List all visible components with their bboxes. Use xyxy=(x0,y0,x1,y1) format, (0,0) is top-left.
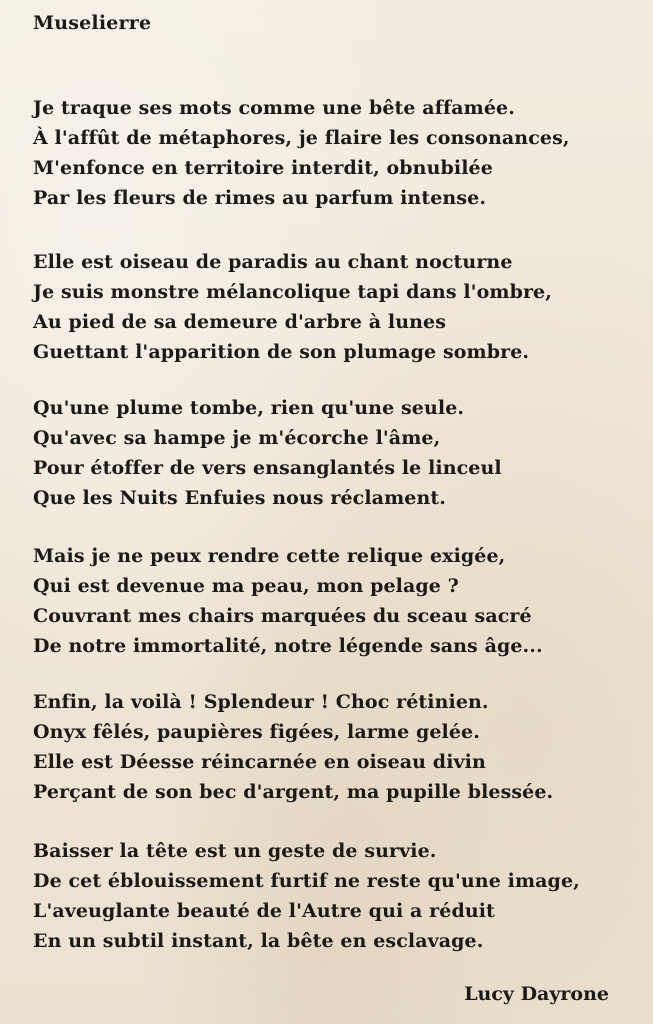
verse-line: Par les fleurs de rimes au parfum intense. xyxy=(33,187,487,209)
verse-line: De cet éblouissement furtif ne reste qu'une image, xyxy=(33,870,580,892)
verse-line: Elle est oiseau de paradis au chant nocturne xyxy=(33,251,513,273)
verse-line: Mais je ne peux rendre cette relique exigée, xyxy=(33,545,506,567)
verse-line: À l'affût de métaphores, je flaire les consonances, xyxy=(33,127,570,149)
verse-line: Elle est Déesse réincarnée en oiseau divin xyxy=(33,751,486,773)
verse-line: De notre immortalité, notre légende sans âge... xyxy=(33,635,543,657)
verse-line: Couvrant mes chairs marquées du sceau sacré xyxy=(33,605,532,627)
verse-line: Baisser la tête est un geste de survie. xyxy=(33,840,437,862)
stanza-5 xyxy=(33,687,553,807)
stanza-2 xyxy=(33,247,552,367)
stanza-6 xyxy=(33,836,580,956)
verse-line: Qu'une plume tombe, rien qu'une seule. xyxy=(33,397,465,419)
stanza-3 xyxy=(33,393,502,513)
verse-line: Je traque ses mots comme une bête affamée. xyxy=(33,97,515,119)
verse-line: Enfin, la voilà ! Splendeur ! Choc rétinien. xyxy=(33,691,489,713)
stanza-4 xyxy=(33,541,543,661)
verse-line: Guettant l'apparition de son plumage sombre. xyxy=(33,341,530,363)
stanza-1 xyxy=(33,93,570,213)
verse-line: Au pied de sa demeure d'arbre à lunes xyxy=(33,311,447,333)
verse-line: L'aveuglante beauté de l'Autre qui a réduit xyxy=(33,900,495,922)
verse-line: Perçant de son bec d'argent, ma pupille blessée. xyxy=(33,781,554,803)
verse-line: Qui est devenue ma peau, mon pelage ? xyxy=(33,575,459,597)
verse-line: Que les Nuits Enfuies nous réclament. xyxy=(33,487,446,509)
verse-line: En un subtil instant, la bête en esclavage. xyxy=(33,930,484,952)
verse-line: Onyx fêlés, paupières figées, larme gelée. xyxy=(33,721,480,743)
poem-title: Muselierre xyxy=(33,12,152,34)
verse-line: Pour étoffer de vers ensanglantés le linceul xyxy=(33,457,502,479)
author-signature: Lucy Dayrone xyxy=(464,983,609,1005)
verse-line: Je suis monstre mélancolique tapi dans l'ombre, xyxy=(33,281,552,303)
verse-line: Qu'avec sa hampe je m'écorche l'âme, xyxy=(33,427,441,449)
verse-line: M'enfonce en territoire interdit, obnubilée xyxy=(33,157,493,179)
